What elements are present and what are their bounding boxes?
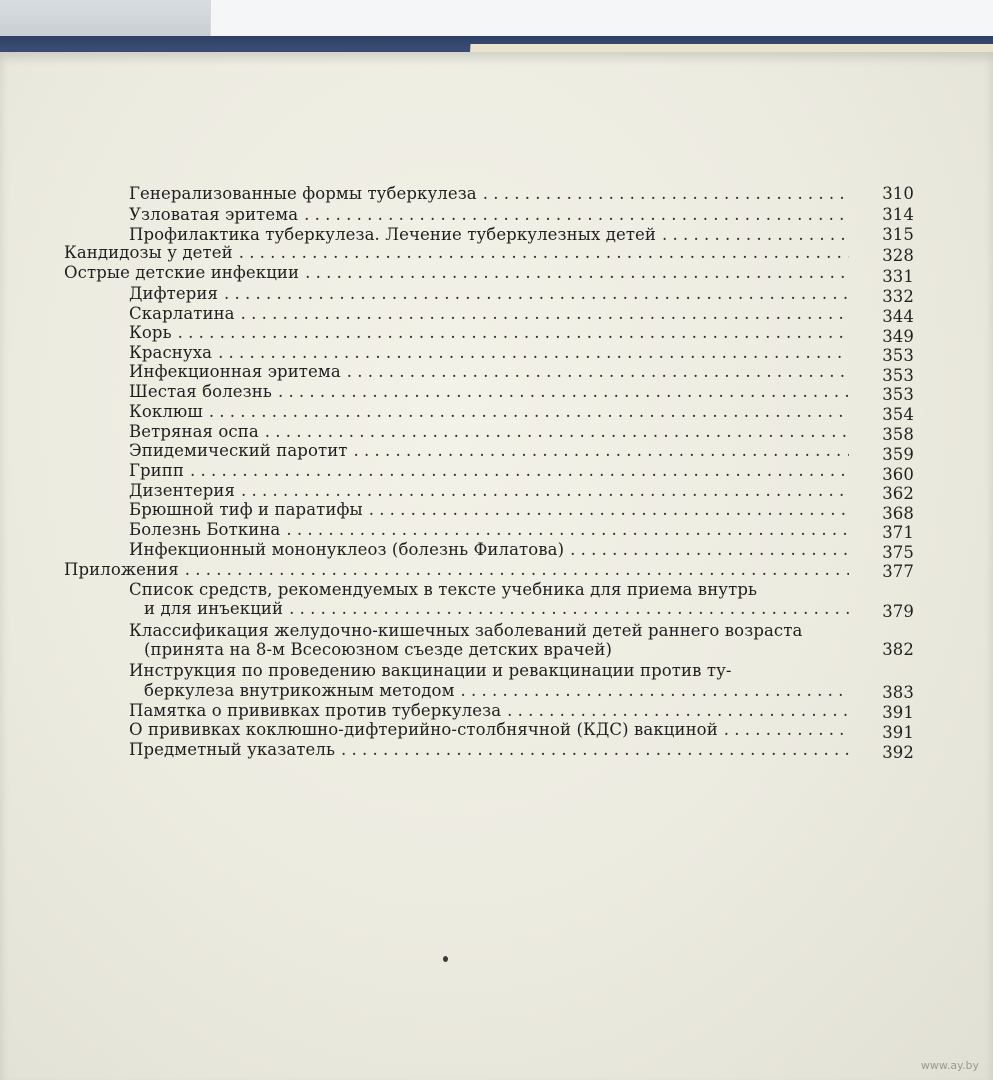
toc-entry-page: 382 xyxy=(882,640,914,659)
toc-entry xyxy=(129,401,859,422)
toc-entry-page: 353 xyxy=(882,346,914,365)
toc-entry-title-line2: (принята на 8-м Всесоюзном съезде детских врачей) xyxy=(144,640,613,659)
toc-entry xyxy=(144,680,859,701)
toc-entry xyxy=(129,421,859,442)
dot-leader xyxy=(369,499,849,520)
toc-entry xyxy=(129,303,859,324)
toc-entry-page: 360 xyxy=(882,465,914,484)
dot-leader xyxy=(209,401,849,422)
dot-leader xyxy=(289,598,849,619)
toc-entry-page: 368 xyxy=(882,504,914,523)
toc-entry xyxy=(129,460,859,481)
toc-entry xyxy=(144,639,859,660)
toc-entry-title: Приложения xyxy=(64,560,179,579)
dot-leader xyxy=(507,700,849,721)
toc-entry-page: 391 xyxy=(882,703,914,722)
toc-entry-page: 358 xyxy=(882,425,914,444)
toc-entry xyxy=(129,440,859,461)
toc-entry-title: Предметный указатель xyxy=(129,740,336,759)
toc-entry-title: Инфекционный мононуклеоз (болезнь Филатова) xyxy=(129,540,565,559)
dot-leader xyxy=(483,183,849,204)
dot-leader xyxy=(241,480,849,501)
toc-entry-page: 353 xyxy=(882,366,914,385)
dot-leader xyxy=(265,421,849,442)
toc-entry-title: О прививках коклюшно-дифтерийно-столбнячной (КДС) вакциной xyxy=(129,720,718,739)
toc-entry-page: 371 xyxy=(882,523,914,542)
dot-leader xyxy=(347,361,849,382)
toc-entry xyxy=(129,283,859,304)
toc-entry xyxy=(129,739,859,760)
toc-entry-page: 349 xyxy=(882,327,914,346)
toc-entry-title-line2: и для инъекций xyxy=(144,599,284,618)
toc-entry-title-line2: беркулеза внутрикожным методом xyxy=(144,681,455,700)
dot-leader xyxy=(218,342,849,363)
toc-entry-title: Узловатая эритема xyxy=(129,205,299,224)
toc-entry-page: 375 xyxy=(882,543,914,562)
dot-leader xyxy=(341,739,849,760)
toc-entry-page: 392 xyxy=(882,743,914,762)
toc-entry-page: 354 xyxy=(882,405,914,424)
dot-leader xyxy=(724,719,849,740)
toc-entry xyxy=(129,183,859,204)
toc-entry-title: Скарлатина xyxy=(129,304,235,323)
toc-entry xyxy=(144,598,859,619)
toc-entry-title: Профилактика туберкулеза. Лечение туберкулезных детей xyxy=(129,225,657,244)
toc-entry-page: 344 xyxy=(882,307,914,326)
toc-entry-title: Коклюш xyxy=(129,402,203,421)
toc-entry xyxy=(64,242,859,263)
toc-entry-page: 359 xyxy=(882,445,914,464)
toc-entry-page: 391 xyxy=(882,723,914,742)
toc-entry xyxy=(129,480,859,501)
toc-entry-title: Эпидемический паротит xyxy=(129,441,348,460)
toc-entry-title: Памятка о прививках против туберкулеза xyxy=(129,701,502,720)
dot-leader xyxy=(461,680,849,701)
toc-entry-title: Ветряная оспа xyxy=(129,422,259,441)
toc-entry-title: Корь xyxy=(129,323,172,342)
toc-entry-page: 383 xyxy=(882,683,914,702)
toc-entry xyxy=(64,559,859,580)
toc-entry-title: Болезнь Боткина xyxy=(129,520,281,539)
toc-entry-title-line1: Список средств, рекомендуемых в тексте учебника для приема внутрь xyxy=(129,580,758,599)
toc-entry-page: 332 xyxy=(882,287,914,306)
dot-leader xyxy=(241,303,849,324)
dot-leader xyxy=(305,262,849,283)
toc-entry-title-line1: Инструкция по проведению вакцинации и ревакцинации против ту- xyxy=(129,661,732,680)
toc-entry-page: 310 xyxy=(882,184,914,203)
toc-entry xyxy=(129,204,859,225)
toc-entry xyxy=(129,322,859,343)
page-speck xyxy=(443,956,448,962)
toc-entry-title: Кандидозы у детей xyxy=(64,243,233,262)
dot-leader xyxy=(354,440,849,461)
toc-entry-title: Дифтерия xyxy=(129,284,218,303)
toc-entry-title-line1: Классификация желудочно-кишечных заболеваний детей раннего возраста xyxy=(129,621,803,640)
dot-leader xyxy=(286,519,849,540)
toc-entry-page: 362 xyxy=(882,484,914,503)
toc-entry xyxy=(64,262,859,283)
toc-entry-title: Грипп xyxy=(129,461,184,480)
toc-entry xyxy=(129,700,859,721)
toc-entry-title: Краснуха xyxy=(129,343,213,362)
dot-leader xyxy=(224,283,849,304)
toc-entry-title: Шестая болезнь xyxy=(129,382,272,401)
toc-entry xyxy=(129,499,859,520)
dot-leader xyxy=(178,322,849,343)
toc-entry-title: Острые детские инфекции xyxy=(64,263,300,282)
toc-entry-page: 314 xyxy=(882,205,914,224)
toc-entry xyxy=(129,342,859,363)
dot-leader xyxy=(190,460,849,481)
toc-entry-title: Брюшной тиф и паратифы xyxy=(129,500,363,519)
dot-leader xyxy=(570,539,849,560)
dot-leader xyxy=(278,381,849,402)
dot-leader xyxy=(239,242,849,263)
toc-entry-page: 315 xyxy=(882,225,914,244)
toc-entry xyxy=(129,381,859,402)
dot-leader xyxy=(304,204,849,225)
toc-entry xyxy=(129,539,859,560)
toc-entry xyxy=(129,519,859,540)
toc-entry-page: 353 xyxy=(882,385,914,404)
toc-entry-title: Генерализованные формы туберкулеза xyxy=(129,184,477,203)
dot-leader xyxy=(185,559,849,580)
toc-entry-page: 328 xyxy=(882,246,914,265)
toc-entry xyxy=(129,361,859,382)
toc-entry-page: 377 xyxy=(882,562,914,581)
toc-entry-page: 331 xyxy=(882,267,914,286)
toc-entry-title: Инфекционная эритема xyxy=(129,362,341,381)
toc-entry-title: Дизентерия xyxy=(129,481,236,500)
toc-entry xyxy=(129,719,859,740)
site-watermark: www.ay.by xyxy=(920,1059,979,1072)
toc-entry-page: 379 xyxy=(882,602,914,621)
